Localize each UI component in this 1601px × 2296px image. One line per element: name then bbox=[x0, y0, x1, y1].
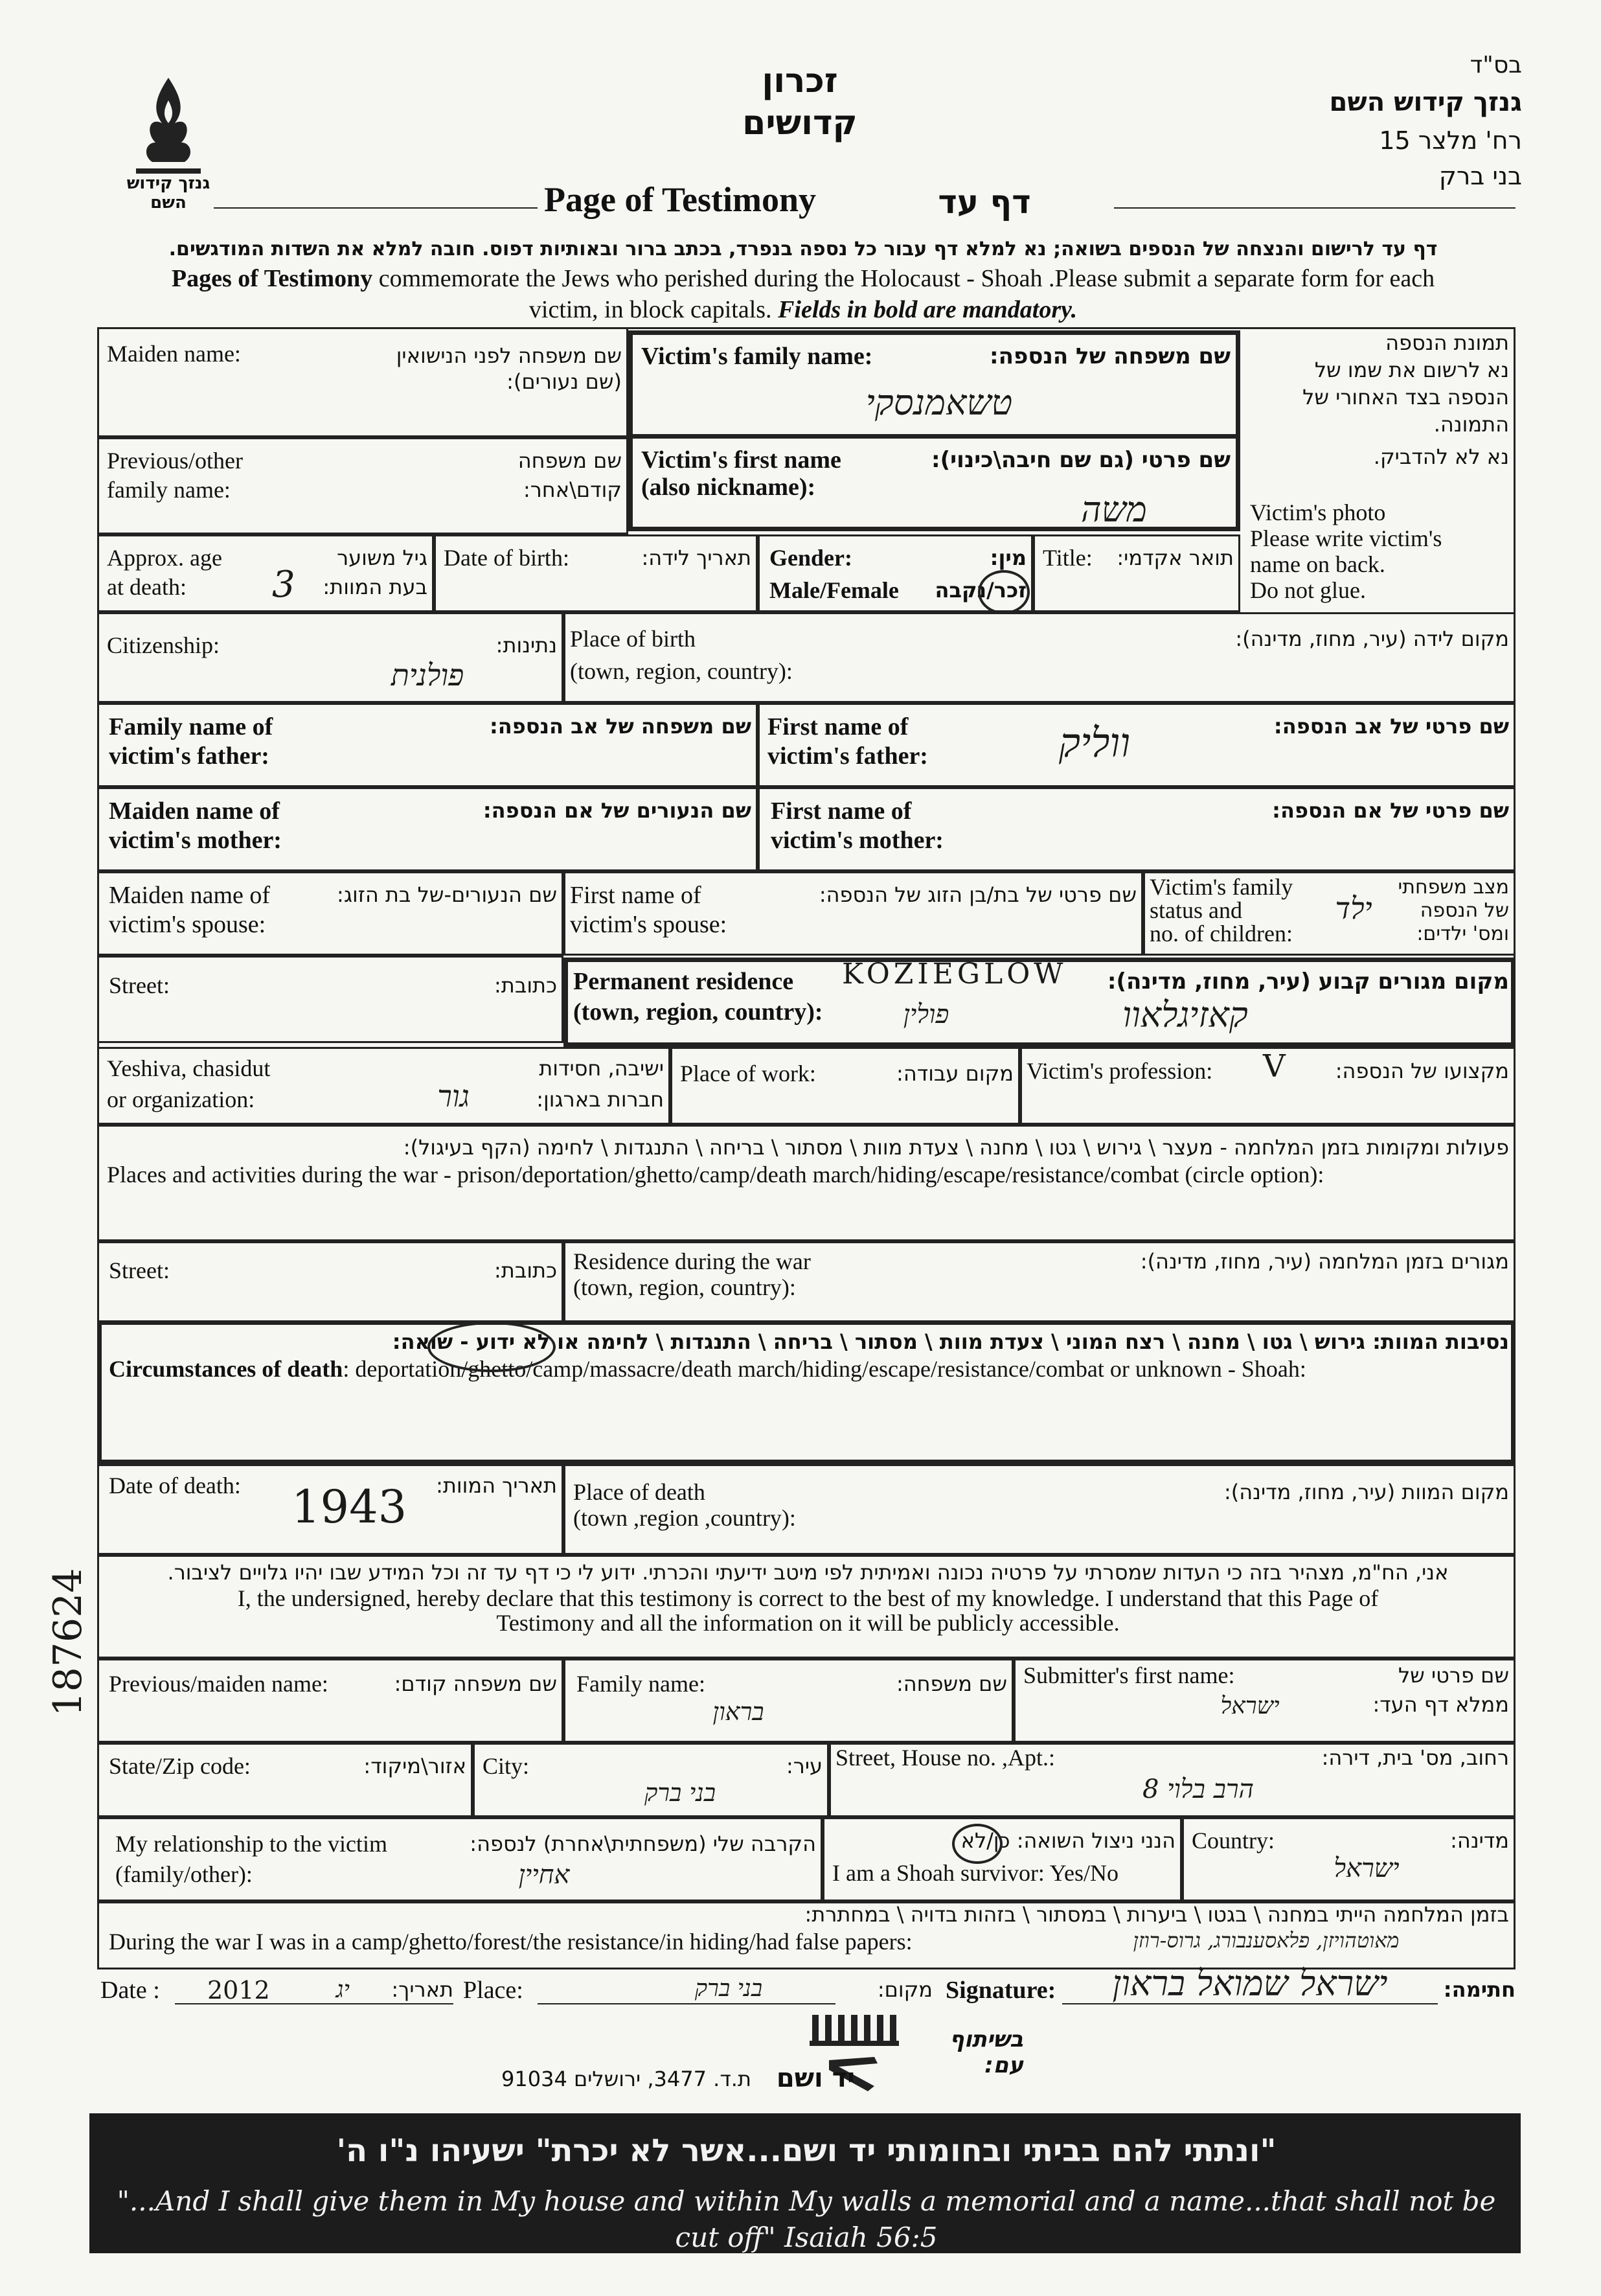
victim-family-name-label: Victim's family name: bbox=[641, 343, 873, 370]
title-rule-right bbox=[1114, 207, 1516, 209]
submitter-first-value: ישראל bbox=[1220, 1693, 1280, 1719]
war-street-label-he: כתובת: bbox=[494, 1258, 557, 1283]
logo bbox=[117, 71, 220, 212]
yeshiva-label-1: Yeshiva, chasidut bbox=[107, 1055, 271, 1081]
relationship-label-2: (family/other): bbox=[115, 1861, 253, 1887]
logo-text: גנזך קידוש השם bbox=[126, 174, 210, 212]
kedoshim-title: קדושים bbox=[742, 104, 857, 143]
profession-label: Victim's profession: bbox=[1027, 1058, 1213, 1084]
spouse-first-label-he: שם פרטי של בת/בן הזוג של הנספה: bbox=[819, 882, 1137, 907]
gender-label-1: Gender: bbox=[769, 545, 852, 571]
submitter-first-label-he-2: ממלא דף העד: bbox=[1372, 1692, 1509, 1717]
war-street-label: Street: bbox=[109, 1257, 170, 1283]
age-value: 3 bbox=[272, 564, 295, 606]
family-status-value: ילד bbox=[1335, 891, 1372, 926]
victim-first-name-value: משה bbox=[1081, 489, 1147, 530]
circ-label-en bbox=[109, 1355, 1511, 1383]
photo-he-1: תמונת הנספה bbox=[1385, 330, 1509, 355]
father-family-label-he: שם משפחה של אב הנספה: bbox=[489, 714, 751, 739]
country-label: Country: bbox=[1192, 1828, 1275, 1854]
family-status-label-2: status and bbox=[1150, 897, 1242, 923]
city-value: בני ברק bbox=[644, 1778, 716, 1807]
city-label: City: bbox=[483, 1753, 530, 1779]
relationship-label-1: My relationship to the victim bbox=[115, 1831, 387, 1857]
intro-en bbox=[97, 264, 1509, 293]
zip-label-he: אזור\מיקוד: bbox=[363, 1754, 466, 1778]
signature-value: ישראל שמואל בראון bbox=[1112, 1963, 1388, 2004]
street-house-value: הרב בלוי 8 bbox=[1142, 1774, 1254, 1804]
mother-first-label-he: שם פרטי של אם הנספה: bbox=[1272, 798, 1509, 823]
intro-he: דף עד לרישום והנצחה של הנספים בשואה; נא למלא דף עבור כל נספה בנפרד, בכתב ברור ובאותיות דפוס. חובה למלא את השדות המודגשים. bbox=[168, 238, 1438, 260]
street-label: Street: bbox=[109, 972, 170, 998]
survivor-circle-mark bbox=[952, 1824, 1003, 1864]
title-label: Title: bbox=[1043, 545, 1093, 571]
street-cell[interactable] bbox=[97, 956, 563, 1043]
work-label-he: מקום עבודה: bbox=[896, 1061, 1014, 1086]
pod-label-he: מקום המוות (עיר, מחוז, מדינה): bbox=[1223, 1480, 1509, 1504]
intro-en-mandatory: Fields in bold are mandatory. bbox=[778, 296, 1078, 323]
family-status-label-he-3: ומס' ילדים: bbox=[1416, 923, 1509, 945]
place-line bbox=[538, 2003, 835, 2004]
signature-label: Signature: bbox=[946, 1977, 1056, 2004]
spouse-first-label-1: First name of bbox=[570, 882, 701, 909]
spouse-maiden-label-2: victim's spouse: bbox=[109, 911, 266, 938]
war-place-value: מאוטהויזן, פלאסענבורג, גרוס-רוזן bbox=[1133, 1928, 1400, 1953]
submitter-family-label-he: שם משפחה: bbox=[896, 1671, 1007, 1696]
date-label: Date : bbox=[100, 1977, 160, 2004]
citizenship-label-he: נתינות: bbox=[495, 633, 557, 658]
survivor-label-he: הנני ניצול השואה: כן/לא bbox=[960, 1828, 1175, 1853]
age-label-he-2: בעת המוות: bbox=[323, 575, 427, 599]
perm-res-label-he: מקום מגורים קבוע (עיר, מחוז, מדינה): bbox=[1107, 969, 1509, 994]
perm-res-value-latin: KOZIEGLOW bbox=[842, 958, 1067, 991]
pob-label-1: Place of birth bbox=[570, 626, 696, 652]
family-status-label-he-1: מצב משפחתי bbox=[1398, 876, 1509, 899]
street-house-label-he: רחוב, מס' בית, דירה: bbox=[1321, 1745, 1509, 1770]
submitter-first-label-he-1: שם פרטי של bbox=[1398, 1663, 1509, 1688]
perm-res-label-2: (town, region, country): bbox=[573, 998, 823, 1026]
date-label-he: תאריך: bbox=[391, 1977, 453, 2002]
country-value: ישראל bbox=[1334, 1854, 1400, 1883]
photo-he-4: התמונה. bbox=[1433, 412, 1509, 437]
side-number: 187624 bbox=[45, 1568, 91, 1717]
mother-maiden-label-2: victim's mother: bbox=[109, 827, 282, 854]
father-first-value: ווליק bbox=[1058, 719, 1131, 766]
dod-value: 1943 bbox=[291, 1480, 407, 1533]
victim-family-name-label-he: שם משפחה של הנספה: bbox=[990, 343, 1231, 369]
citizenship-value: פולנית bbox=[391, 658, 464, 693]
yad-vashem-name: יד ושם bbox=[776, 2063, 855, 2093]
prev-family-label-he-1: שם משפחה bbox=[517, 448, 622, 473]
signature-label-he: חתימה: bbox=[1443, 1977, 1516, 2002]
title-rule-left bbox=[214, 207, 538, 209]
submitter-prev-name-label-he: שם משפחה קודם: bbox=[394, 1671, 557, 1696]
war-res-label-he: מגורים בזמן המלחמה (עיר, מחוז, מדינה): bbox=[1140, 1249, 1509, 1274]
city-label-he: עיר: bbox=[786, 1754, 823, 1778]
mother-first-label-1: First name of bbox=[771, 798, 912, 825]
photo-en-3: name on back. bbox=[1250, 551, 1385, 577]
mother-maiden-label-he: שם הנעורים של אם הנספה: bbox=[483, 798, 751, 823]
mother-maiden-label-1: Maiden name of bbox=[109, 798, 280, 825]
photo-en-4: Do not glue. bbox=[1250, 577, 1366, 603]
age-label-he-1: גיל משוער bbox=[337, 545, 427, 570]
pod-label-1: Place of death bbox=[573, 1479, 705, 1505]
profession-value: V bbox=[1263, 1048, 1286, 1085]
family-status-label-he-2: של הנספה bbox=[1420, 899, 1509, 922]
family-status-label-1: Victim's family bbox=[1150, 874, 1293, 900]
intro-en-line2 bbox=[97, 295, 1509, 324]
war-res-label-2: (town, region, country): bbox=[573, 1274, 796, 1300]
dod-label: Date of death: bbox=[109, 1473, 241, 1498]
place-label: Place: bbox=[463, 1977, 523, 2004]
activities-label-en: Places and activities during the war - prison/deportation/ghetto/camp/death march/hiding/escape/resistance/combat (circle option): bbox=[107, 1162, 1324, 1188]
circ-label-he: נסיבות המוות: גירוש \ גטו \ מחנה \ רצח המוני \ צעדת מוות \ מסתור \ בריחה \ התנגדות \ לחימה או לא ידוע - שואה: bbox=[392, 1329, 1509, 1354]
partnership-label: בשיתוף עם: bbox=[949, 2026, 1023, 2078]
circ-label-en-rest: : deportation/ghetto/camp/massacre/death march/hiding/escape/resistance/combat or unknown - Shoah: bbox=[343, 1356, 1306, 1382]
maiden-name-label: Maiden name: bbox=[107, 341, 241, 367]
zip-label: State/Zip code: bbox=[109, 1753, 251, 1779]
pod-label-2: (town ,region ,country): bbox=[573, 1505, 796, 1531]
war-res-label-1: Residence during the war bbox=[573, 1248, 811, 1274]
org-city: בני ברק bbox=[1438, 162, 1522, 190]
place-value: בני ברק bbox=[694, 1975, 763, 2002]
photo-en-1: Victim's photo bbox=[1250, 499, 1386, 525]
mother-first-label-2: victim's mother: bbox=[771, 827, 944, 854]
father-first-label-1: First name of bbox=[767, 713, 909, 740]
relationship-value: אחיין bbox=[518, 1860, 570, 1890]
activities-label-he: פעולות ומקומות בזמן המלחמה - מעצר \ גירוש \ גטו \ מחנה \ צעדת מוות \ מסתור \ בריחה \ התנגדות \ לחימה (הקף בעיגול): bbox=[403, 1135, 1509, 1160]
page-title-en: Page of Testimony bbox=[544, 180, 817, 219]
age-label-1: Approx. age bbox=[107, 545, 222, 571]
father-first-label-2: victim's father: bbox=[767, 742, 928, 770]
perm-res-label-1: Permanent residence bbox=[573, 968, 794, 995]
submitter-family-label: Family name: bbox=[576, 1671, 705, 1697]
dob-label-he: תאריך לידה: bbox=[641, 545, 751, 570]
victim-first-name-label-2: (also nickname): bbox=[641, 474, 816, 501]
prev-family-label-2: family name: bbox=[107, 477, 231, 503]
prev-family-label-he-2: קודם\אחר: bbox=[523, 477, 622, 502]
maiden-name-label-he-1: שם משפחה לפני הנישואין bbox=[396, 343, 622, 368]
date-value: 2012 bbox=[207, 1976, 270, 2004]
prev-family-label-1: Previous/other bbox=[107, 448, 243, 474]
circ-label-en-bold: Circumstances of death bbox=[109, 1356, 343, 1382]
gender-circle-mark bbox=[978, 570, 1030, 614]
intro-en-bold: Pages of Testimony bbox=[171, 265, 373, 292]
yeshiva-value: גור bbox=[437, 1079, 470, 1114]
spouse-maiden-label-he: שם הנעורים-של בת הזוג: bbox=[337, 882, 557, 907]
spouse-maiden-label-1: Maiden name of bbox=[109, 882, 271, 909]
dob-label: Date of birth: bbox=[444, 545, 569, 571]
victim-first-name-label-he: שם פרטי (גם שם חיבה\כינוי): bbox=[931, 447, 1231, 473]
submitter-prev-name-label: Previous/maiden name: bbox=[109, 1671, 328, 1697]
org-address: רח' מלצר 15 bbox=[1379, 126, 1522, 155]
yad-vashem-address: ת.ד. 3477, ירושלים 91034 bbox=[501, 2067, 751, 2091]
date-he-value: יג bbox=[335, 1977, 350, 2003]
dod-label-he: תאריך המוות: bbox=[436, 1473, 557, 1498]
victim-first-name-label-1: Victim's first name bbox=[641, 446, 841, 474]
bsd-text: בס"ד bbox=[1470, 52, 1522, 78]
yeshiva-label-2: or organization: bbox=[107, 1086, 255, 1112]
victim-name-divider bbox=[628, 434, 1240, 439]
banner-he-quote: "ונתתי להם בביתי ובחומותי יד ושם...אשר לא יכרת" ישעיהו נ"ו ה' bbox=[336, 2133, 1277, 2169]
gender-label-2: Male/Female bbox=[769, 577, 899, 603]
submitter-family-value: בראון bbox=[712, 1697, 764, 1726]
war-place-label-he: בזמן המלחמה הייתי במחנה \ בגטו \ ביערות \ במסתור \ בזהות בדויה \ במחתרת: bbox=[804, 1902, 1509, 1927]
title-label-he: תואר אקדמי: bbox=[1117, 545, 1234, 570]
banner-en-quote: "...And I shall give them in My house and within My walls a memorial and a name...that shall not be cut off" Isaiah 56:5 bbox=[117, 2185, 1496, 2253]
circ-circle-mark bbox=[427, 1322, 556, 1372]
father-family-label-2: victim's father: bbox=[109, 742, 269, 770]
photo-he-3: הנספה בצד האחורי של bbox=[1302, 385, 1509, 409]
maiden-name-label-he-2: (שם נעורים): bbox=[506, 369, 622, 394]
photo-en-2: Please write victim's bbox=[1250, 525, 1442, 551]
profession-label-he: מקצועו של הנספה: bbox=[1335, 1059, 1509, 1083]
war-place-label-en: During the war I was in a camp/ghetto/forest/the resistance/in hiding/had false papers: bbox=[109, 1929, 913, 1955]
declaration-he: אני, הח"מ, מצהיר בזה כי העדות שמסרתי על פרטיה נכונה ואמיתית לפי מיטב ידיעתי והכרתי. ידוע לי כי דף עד זה וכל המידע שבו יהיו גלויים לציבור. bbox=[167, 1560, 1449, 1585]
intro-en-1: commemorate the Jews who perished during the Holocaust - Shoah .Please submit a separate form for each bbox=[372, 265, 1435, 292]
family-status-label-3: no. of children: bbox=[1150, 921, 1293, 947]
work-label: Place of work: bbox=[680, 1061, 816, 1086]
submitter-first-label: Submitter's first name: bbox=[1023, 1662, 1235, 1688]
declaration-en-1: I, the undersigned, hereby declare that this testimony is correct to the best of my knowledge. I understand that this Page of bbox=[237, 1585, 1379, 1611]
page-title-he: דף עד bbox=[938, 183, 1031, 221]
citizenship-label: Citizenship: bbox=[107, 632, 220, 658]
intro-en-2: victim, in block capitals. bbox=[528, 296, 778, 323]
father-first-label-he: שם פרטי של אב הנספה: bbox=[1273, 714, 1509, 739]
photo-he-2: נא לרשום את שמו של bbox=[1314, 358, 1509, 382]
survivor-label-en: I am a Shoah survivor: Yes/No bbox=[832, 1860, 1118, 1886]
street-house-label: Street, House no. ,Apt.: bbox=[835, 1745, 1055, 1771]
perm-res-value-country: פולין bbox=[903, 1000, 949, 1029]
victim-family-name-value: טשאמנסקי bbox=[865, 382, 1013, 423]
spouse-first-label-2: victim's spouse: bbox=[570, 911, 727, 938]
pob-label-2: (town, region, country): bbox=[570, 658, 793, 684]
declaration-en-2: Testimony and all the information on it will be publicly accessible. bbox=[496, 1610, 1120, 1636]
zikaron-title: זכרון bbox=[762, 62, 838, 100]
gender-label-he-1: מין: bbox=[990, 545, 1027, 570]
place-label-he: מקום: bbox=[877, 1977, 933, 2002]
photo-he-5: נא לא להדביק. bbox=[1373, 444, 1509, 469]
yeshiva-label-he-1: ישיבה, חסידות bbox=[539, 1056, 664, 1081]
org-name: גנזך קידוש השם bbox=[1329, 87, 1522, 117]
relationship-label-he: הקרבה שלי (משפחתית\אחרת) לנספה: bbox=[470, 1831, 816, 1856]
age-label-2: at death: bbox=[107, 574, 187, 600]
gender-label-he-2: זכר/נקבה bbox=[935, 578, 1027, 603]
pob-label-he: מקום לידה (עיר, מחוז, מדינה): bbox=[1235, 626, 1509, 651]
perm-res-value-he: קאזיגלאוו bbox=[1122, 994, 1248, 1035]
country-label-he: מדינה: bbox=[1450, 1828, 1509, 1853]
yeshiva-label-he-2: חברות בארגון: bbox=[536, 1087, 664, 1112]
street-label-he: כתובת: bbox=[494, 973, 557, 998]
father-family-label-1: Family name of bbox=[109, 713, 273, 740]
